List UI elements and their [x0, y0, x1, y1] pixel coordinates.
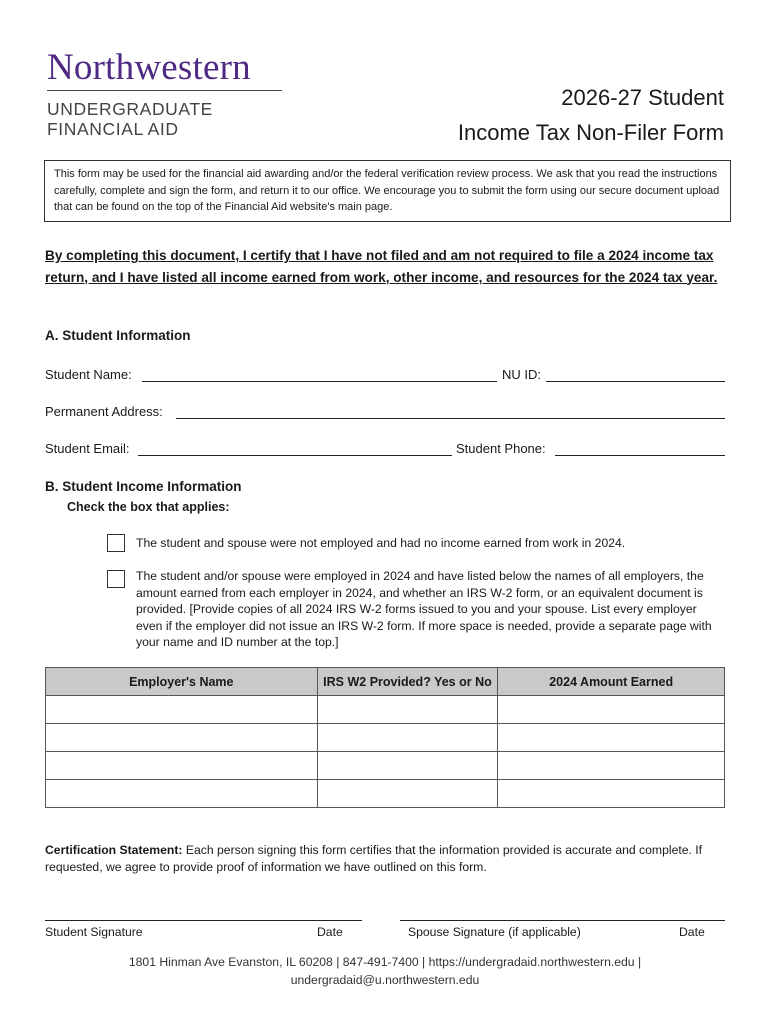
logo-subtitle-line1: UNDERGRADUATE [47, 99, 213, 119]
certification-text: Each person signing this form certifies that the information provided is accurate and complete. If requested, we agree to provide proof of information we have outlined on this form. [45, 843, 703, 874]
section-b-heading: B. Student Income Information [45, 479, 242, 494]
logo-divider [47, 90, 282, 91]
section-a-heading: A. Student Information [45, 328, 191, 343]
logo-subtitle [47, 99, 213, 139]
amount-earned-cell[interactable] [498, 780, 725, 808]
certification-lead: Certification Statement: [45, 843, 183, 857]
form-title-line2: Income Tax Non-Filer Form [457, 120, 724, 145]
logo-subtitle-line2: FINANCIAL AID [47, 119, 179, 139]
w2-provided-header: IRS W2 Provided? Yes or No [317, 668, 498, 696]
form-title-line1: 2026-27 Student [561, 85, 724, 110]
certification-statement [45, 842, 735, 876]
nu-id-label: NU ID: [502, 367, 541, 382]
employer-name-cell[interactable] [46, 780, 318, 808]
employed-checkbox[interactable] [107, 570, 125, 588]
no-income-option-text: The student and spouse were not employed and had no income earned from work in 2024. [136, 536, 626, 550]
table-header-row [46, 668, 725, 696]
employed-option-text: The student and/or spouse were employed in 2024 and have listed below the names of all employers, the amount earned from each employer in 2024, and whether an IRS W-2 form, or an equivalent document is provided. [Provide copies of all 2024 IRS W-2 forms issued to you and your spouse. List every employer even if the employer did not issue an IRS W-2 form. If more space is needed, provide a separate page with your name and ID number at the top.] [136, 569, 712, 649]
spouse-signature-line[interactable] [400, 920, 725, 921]
employer-table [45, 667, 725, 808]
table-row [46, 780, 725, 808]
amount-earned-header: 2024 Amount Earned [498, 668, 725, 696]
spouse-date-label: Date [679, 925, 705, 939]
address-field[interactable] [176, 418, 725, 419]
employer-name-header: Employer's Name [46, 668, 318, 696]
phone-label: Student Phone: [456, 441, 546, 456]
address-label: Permanent Address: [45, 404, 163, 419]
phone-field[interactable] [555, 455, 725, 456]
spouse-signature-label: Spouse Signature (if applicable) [408, 925, 581, 939]
form-title [458, 80, 724, 150]
email-field[interactable] [138, 455, 452, 456]
email-label: Student Email: [45, 441, 130, 456]
table-row [46, 724, 725, 752]
footer-address-line: 1801 Hinman Ave Evanston, IL 60208 | 847-491-7400 | https://undergradaid.northwestern.edu | [128, 955, 642, 969]
w2-provided-cell[interactable] [317, 752, 498, 780]
student-name-field[interactable] [142, 381, 497, 382]
amount-earned-cell[interactable] [498, 752, 725, 780]
student-signature-label: Student Signature [45, 925, 143, 939]
employer-name-cell[interactable] [46, 752, 318, 780]
check-instruction: Check the box that applies: [67, 500, 230, 514]
student-name-label: Student Name: [45, 367, 132, 382]
table-row [46, 696, 725, 724]
no-income-checkbox[interactable] [107, 534, 125, 552]
table-row [46, 752, 725, 780]
amount-earned-cell[interactable] [498, 696, 725, 724]
employer-name-cell[interactable] [46, 696, 318, 724]
student-signature-line[interactable] [45, 920, 362, 921]
student-date-label: Date [317, 925, 343, 939]
certify-statement: By completing this document, I certify that I have not filed and am not required to file a 2024 income tax return, and I have listed all income earned from work, other income, and resources for the 2024 tax year. [45, 248, 718, 285]
w2-provided-cell[interactable] [317, 696, 498, 724]
employer-name-cell[interactable] [46, 724, 318, 752]
nu-id-field[interactable] [546, 381, 725, 382]
footer-email-line: undergradaid@u.northwestern.edu [290, 972, 480, 987]
northwestern-logo: Northwestern [47, 47, 251, 88]
amount-earned-cell[interactable] [498, 724, 725, 752]
intro-box: This form may be used for the financial aid awarding and/or the federal verification review process. We ask that you read the instructions carefully, complete and sign the form, and return it to our office. We encourage you to submit the form using our secure document upload that can be found on the top of the Financial Aid website's main page. [44, 160, 731, 222]
w2-provided-cell[interactable] [317, 780, 498, 808]
w2-provided-cell[interactable] [317, 724, 498, 752]
footer-contact [0, 954, 770, 989]
